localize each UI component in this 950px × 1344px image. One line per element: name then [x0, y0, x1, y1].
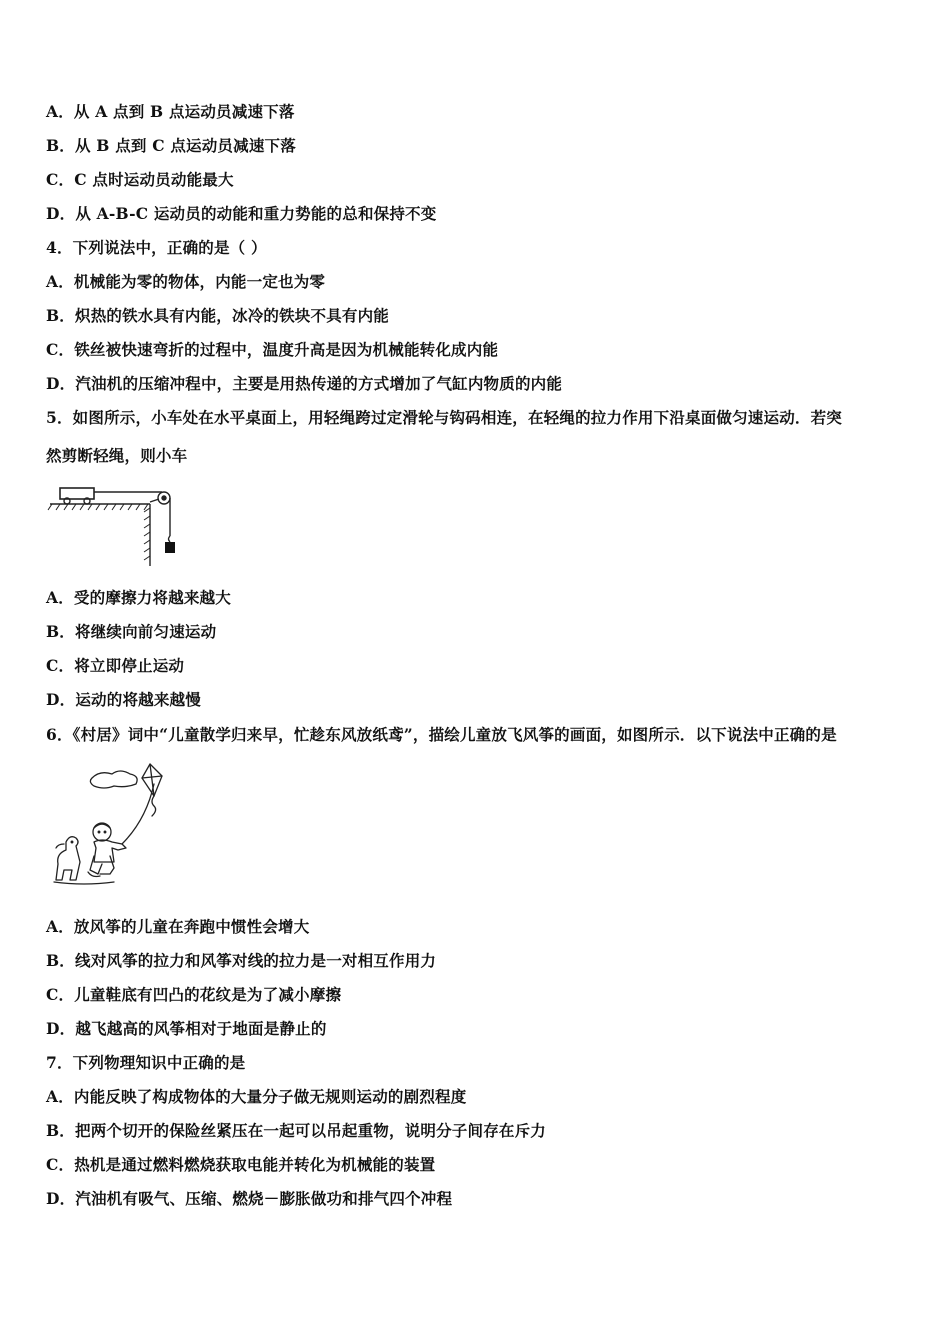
q3-option-b: B．从 B 点到 C 点运动员减速下落	[46, 136, 296, 155]
q5-option-a: A．受的摩擦力将越来越大	[46, 588, 231, 607]
q7-option-d: D．汽油机有吸气、压缩、燃烧－膨胀做功和排气四个冲程	[46, 1189, 453, 1208]
q5-stem-line1: 5．如图所示，小车处在水平桌面上，用轻绳跨过定滑轮与钩码相连，在轻绳的拉力作用下沿桌面做匀速运动．若突	[46, 408, 842, 427]
q4-option-b: B．炽热的铁水具有内能，冰冷的铁块不具有内能	[46, 306, 390, 325]
q6-stem: 6．《村居》词中“儿童散学归来早，忙趁东风放纸鸢”，描绘儿童放飞风筝的画面，如图所示．以下说法中正确的是	[46, 725, 837, 744]
q7-option-a: A．内能反映了构成物体的大量分子做无规则运动的剧烈程度	[46, 1087, 467, 1106]
q6-option-a: A．放风筝的儿童在奔跑中惯性会增大	[46, 917, 310, 936]
cart-pulley-figure	[46, 480, 186, 572]
q7-option-c: C．热机是通过燃料燃烧获取电能并转化为机械能的装置	[46, 1155, 436, 1174]
q4-stem: 4．下列说法中，正确的是（ ）	[46, 238, 267, 257]
q6-option-d: D．越飞越高的风筝相对于地面是静止的	[46, 1019, 327, 1038]
q5-option-b: B．将继续向前匀速运动	[46, 622, 217, 641]
q5-stem-line2: 然剪断轻绳，则小车	[46, 446, 188, 465]
q7-option-b: B．把两个切开的保险丝紧压在一起可以吊起重物，说明分子间存在斥力	[46, 1121, 547, 1140]
kite-child-figure	[50, 760, 180, 890]
q6-option-c: C．儿童鞋底有凹凸的花纹是为了减小摩擦	[46, 985, 342, 1004]
q6-option-b: B．线对风筝的拉力和风筝对线的拉力是一对相互作用力	[46, 951, 437, 970]
q3-option-d: D．从 A-B-C 运动员的动能和重力势能的总和保持不变	[46, 204, 437, 223]
q4-option-d: D．汽油机的压缩冲程中，主要是用热传递的方式增加了气缸内物质的内能	[46, 374, 563, 393]
q5-option-d: D．运动的将越来越慢	[46, 690, 201, 709]
q4-option-c: C．铁丝被快速弯折的过程中，温度升高是因为机械能转化成内能	[46, 340, 499, 359]
q5-option-c: C．将立即停止运动	[46, 656, 185, 675]
q3-option-c: C．C 点时运动员动能最大	[46, 170, 234, 189]
q3-option-a: A．从 A 点到 B 点运动员减速下落	[46, 102, 295, 121]
q7-stem: 7．下列物理知识中正确的是	[46, 1053, 246, 1072]
q4-option-a: A．机械能为零的物体，内能一定也为零	[46, 272, 326, 291]
